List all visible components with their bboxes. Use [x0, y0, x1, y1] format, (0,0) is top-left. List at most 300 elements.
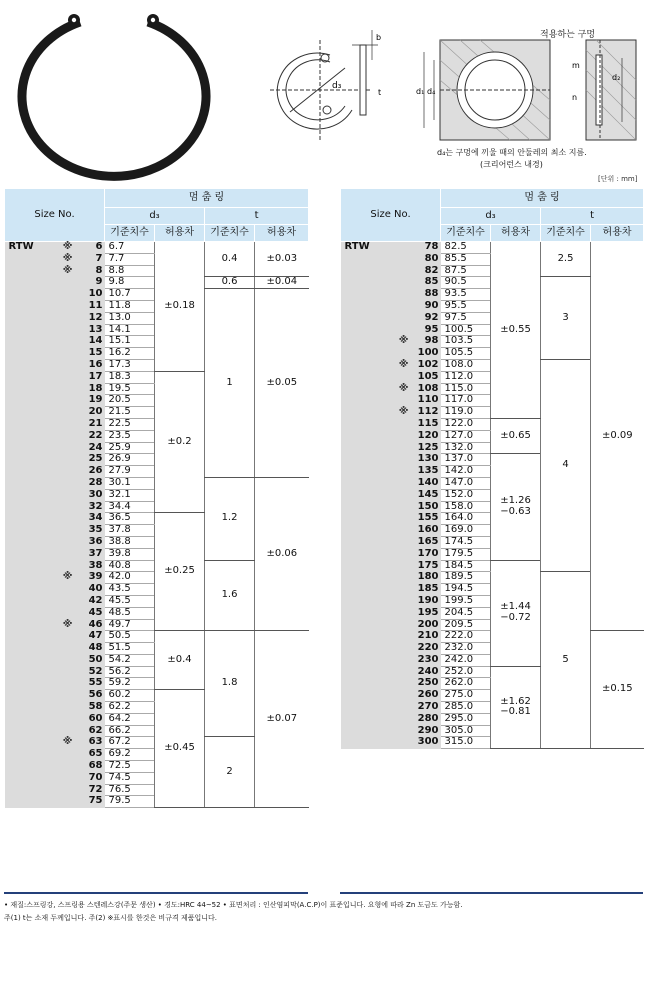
d3-std-value: 100.5: [441, 324, 491, 336]
size-no: 112: [411, 407, 441, 419]
series-label: [341, 584, 391, 596]
series-label: [341, 725, 391, 737]
size-no: 110: [411, 395, 441, 407]
series-label: [5, 690, 55, 702]
t-std-value: 1.2: [205, 477, 255, 560]
label-m: m: [572, 61, 580, 70]
size-no: 72: [75, 784, 105, 796]
series-label: [341, 678, 391, 690]
series-label: [5, 277, 55, 289]
d3-std-value: 204.5: [441, 607, 491, 619]
series-label: [5, 713, 55, 725]
series-label: [5, 253, 55, 265]
d3-std-value: 117.0: [441, 395, 491, 407]
d3-std-value: 8.8: [105, 265, 155, 277]
d3-std-value: 222.0: [441, 631, 491, 643]
d3-std-value: 315.0: [441, 737, 491, 749]
series-label: [5, 477, 55, 489]
nonstandard-mark: [55, 702, 75, 714]
d3-std-value: 285.0: [441, 702, 491, 714]
col-d3-std: 기준치수: [441, 225, 491, 242]
d3-std-value: 40.8: [105, 560, 155, 572]
d3-std-value: 6.7: [105, 242, 155, 254]
d3-std-value: 262.0: [441, 678, 491, 690]
nonstandard-mark: [391, 430, 411, 442]
series-label: [5, 548, 55, 560]
d3-std-value: 62.2: [105, 702, 155, 714]
series-label: [5, 289, 55, 301]
series-label: RTW: [341, 242, 391, 254]
nonstandard-mark: [391, 643, 411, 655]
nonstandard-mark: ※: [391, 359, 411, 371]
d3-std-value: 37.8: [105, 525, 155, 537]
series-label: [341, 489, 391, 501]
d3-tolerance: ±0.55: [491, 242, 541, 419]
d3-std-value: 49.7: [105, 619, 155, 631]
nonstandard-mark: ※: [55, 265, 75, 277]
right-bottom-rule: [340, 892, 643, 894]
d3-std-value: 72.5: [105, 761, 155, 773]
nonstandard-mark: [391, 418, 411, 430]
series-label: [5, 324, 55, 336]
d3-std-value: 90.5: [441, 277, 491, 289]
d3-std-value: 26.9: [105, 454, 155, 466]
d3-std-value: 199.5: [441, 595, 491, 607]
nonstandard-mark: [55, 359, 75, 371]
d3-std-value: 93.5: [441, 289, 491, 301]
nonstandard-mark: [55, 525, 75, 537]
ring-front-view: [270, 40, 370, 140]
nonstandard-mark: [55, 418, 75, 430]
size-no: 108: [411, 383, 441, 395]
series-label: [5, 442, 55, 454]
nonstandard-mark: [391, 702, 411, 714]
series-label: [5, 336, 55, 348]
size-no: 290: [411, 725, 441, 737]
series-label: [5, 761, 55, 773]
t-tolerance: ±0.15: [591, 631, 644, 749]
d3-tolerance: ±0.65: [491, 418, 541, 453]
size-no: 115: [411, 418, 441, 430]
label-d4: d₄: [427, 87, 436, 96]
series-label: [341, 454, 391, 466]
label-b: b: [376, 33, 382, 42]
series-label: [5, 784, 55, 796]
series-label: [5, 501, 55, 513]
d3-std-value: 127.0: [441, 430, 491, 442]
series-label: [341, 430, 391, 442]
size-no: 80: [411, 253, 441, 265]
left-bottom-rule: [4, 892, 308, 894]
nonstandard-mark: [391, 489, 411, 501]
size-no: 40: [75, 584, 105, 596]
series-label: [341, 265, 391, 277]
nonstandard-mark: [391, 631, 411, 643]
d3-std-value: 95.5: [441, 300, 491, 312]
d3-std-value: 43.5: [105, 584, 155, 596]
d3-tolerance: ±0.2: [155, 371, 205, 513]
col-t: t: [205, 208, 309, 225]
d3-std-value: 74.5: [105, 772, 155, 784]
size-no: 90: [411, 300, 441, 312]
nonstandard-mark: [391, 666, 411, 678]
size-no: 55: [75, 678, 105, 690]
table-row: [5, 242, 309, 254]
nonstandard-mark: [391, 501, 411, 513]
d3-std-value: 209.5: [441, 619, 491, 631]
d3-std-value: 122.0: [441, 418, 491, 430]
size-no: 21: [75, 418, 105, 430]
nonstandard-mark: [55, 407, 75, 419]
size-no: 34: [75, 513, 105, 525]
illustration-area: [0, 0, 650, 185]
series-label: [5, 348, 55, 360]
series-label: [5, 584, 55, 596]
size-no: 32: [75, 501, 105, 513]
d3-tolerance: ±1.62 −0.81: [491, 666, 541, 749]
series-label: [5, 702, 55, 714]
col-group: 멈 춤 링: [105, 189, 309, 208]
nonstandard-mark: [391, 584, 411, 596]
series-label: [5, 619, 55, 631]
nonstandard-mark: [391, 466, 411, 478]
size-no: 185: [411, 584, 441, 596]
size-no: 190: [411, 595, 441, 607]
d3-std-value: 64.2: [105, 713, 155, 725]
series-label: [341, 312, 391, 324]
nonstandard-mark: [391, 300, 411, 312]
size-no: 25: [75, 454, 105, 466]
ring-side-view: [352, 30, 378, 115]
size-no: 7: [75, 253, 105, 265]
d3-tolerance: ±0.18: [155, 242, 205, 372]
nonstandard-mark: ※: [391, 383, 411, 395]
table-row: [5, 631, 309, 643]
nonstandard-mark: [55, 678, 75, 690]
nonstandard-mark: [55, 466, 75, 478]
d3-std-value: 152.0: [441, 489, 491, 501]
d3-std-value: 305.0: [441, 725, 491, 737]
d3-std-value: 137.0: [441, 454, 491, 466]
d3-std-value: 242.0: [441, 654, 491, 666]
series-label: [341, 300, 391, 312]
nonstandard-mark: [391, 737, 411, 749]
nonstandard-mark: [391, 690, 411, 702]
size-no: 22: [75, 430, 105, 442]
nonstandard-mark: [391, 253, 411, 265]
size-no: 165: [411, 536, 441, 548]
d3-std-value: 105.5: [441, 348, 491, 360]
label-d3: d₃: [332, 81, 342, 91]
size-no: 82: [411, 265, 441, 277]
d3-std-value: 132.0: [441, 442, 491, 454]
size-no: 63: [75, 737, 105, 749]
t-tolerance: ±0.06: [255, 477, 309, 630]
nonstandard-mark: [391, 477, 411, 489]
series-label: [5, 300, 55, 312]
d3-tolerance: ±1.44 −0.72: [491, 560, 541, 666]
t-std-value: 5: [541, 572, 591, 749]
nonstandard-mark: ※: [55, 253, 75, 265]
d3-std-value: 13.0: [105, 312, 155, 324]
series-label: [341, 336, 391, 348]
footnote-line2: 주(1) t는 소재 두께입니다. 주(2) ※표시를 한것은 비규격 제품입니다.: [4, 914, 217, 922]
label-t: t: [378, 88, 382, 97]
series-label: [341, 737, 391, 749]
nonstandard-mark: [55, 395, 75, 407]
series-label: [5, 595, 55, 607]
d3-std-value: 7.7: [105, 253, 155, 265]
nonstandard-mark: [55, 289, 75, 301]
t-std-value: 2.5: [541, 242, 591, 277]
d3-std-value: 36.5: [105, 513, 155, 525]
series-label: [341, 572, 391, 584]
size-no: 155: [411, 513, 441, 525]
col-d3-tol: 허용차: [155, 225, 205, 242]
nonstandard-mark: [55, 454, 75, 466]
unit-label: [단위 : mm]: [598, 175, 638, 183]
series-label: [5, 607, 55, 619]
nonstandard-mark: [55, 631, 75, 643]
size-no: 175: [411, 560, 441, 572]
size-no: 42: [75, 595, 105, 607]
series-label: [341, 702, 391, 714]
series-label: [341, 654, 391, 666]
size-no: 36: [75, 536, 105, 548]
applied-hole-label: 적용하는 구멍: [540, 30, 596, 40]
size-no: 46: [75, 619, 105, 631]
series-label: [341, 289, 391, 301]
size-no: 11: [75, 300, 105, 312]
size-no: 28: [75, 477, 105, 489]
nonstandard-mark: [391, 607, 411, 619]
size-no: 9: [75, 277, 105, 289]
size-no: 250: [411, 678, 441, 690]
nonstandard-mark: [391, 572, 411, 584]
d3-std-value: 82.5: [441, 242, 491, 254]
series-label: [341, 525, 391, 537]
note-line2: (크리어런스 내경): [480, 160, 543, 169]
nonstandard-mark: [55, 796, 75, 808]
size-no: 50: [75, 654, 105, 666]
nonstandard-mark: ※: [55, 737, 75, 749]
nonstandard-mark: [391, 265, 411, 277]
size-no: 280: [411, 713, 441, 725]
nonstandard-mark: [55, 784, 75, 796]
size-no: 98: [411, 336, 441, 348]
retaining-ring-photo: [22, 14, 206, 176]
d3-std-value: 39.8: [105, 548, 155, 560]
series-label: [341, 548, 391, 560]
spec-table-right: [340, 188, 644, 749]
nonstandard-mark: [391, 713, 411, 725]
housing-diagram: [424, 40, 550, 140]
series-label: [341, 513, 391, 525]
nonstandard-mark: [55, 300, 75, 312]
series-label: [341, 501, 391, 513]
d3-std-value: 50.5: [105, 631, 155, 643]
size-no: 160: [411, 525, 441, 537]
d3-std-value: 232.0: [441, 643, 491, 655]
nonstandard-mark: [55, 749, 75, 761]
nonstandard-mark: [391, 548, 411, 560]
d3-std-value: 142.0: [441, 466, 491, 478]
nonstandard-mark: [55, 336, 75, 348]
nonstandard-mark: [55, 536, 75, 548]
series-label: [5, 371, 55, 383]
nonstandard-mark: [391, 536, 411, 548]
size-no: 6: [75, 242, 105, 254]
size-no: 45: [75, 607, 105, 619]
d3-std-value: 252.0: [441, 666, 491, 678]
series-label: [341, 607, 391, 619]
size-no: 125: [411, 442, 441, 454]
size-no: 95: [411, 324, 441, 336]
nonstandard-mark: [391, 725, 411, 737]
series-label: [341, 371, 391, 383]
nonstandard-mark: [55, 607, 75, 619]
series-label: [5, 265, 55, 277]
series-label: [5, 654, 55, 666]
size-no: 170: [411, 548, 441, 560]
size-no: 13: [75, 324, 105, 336]
size-no: 16: [75, 359, 105, 371]
series-label: [341, 395, 391, 407]
label-d1: d₁: [416, 87, 425, 96]
d3-std-value: 103.5: [441, 336, 491, 348]
nonstandard-mark: [55, 713, 75, 725]
d3-std-value: 275.0: [441, 690, 491, 702]
d3-std-value: 21.5: [105, 407, 155, 419]
size-no: 14: [75, 336, 105, 348]
size-no: 180: [411, 572, 441, 584]
d3-std-value: 11.8: [105, 300, 155, 312]
series-label: [341, 418, 391, 430]
d3-std-value: 15.1: [105, 336, 155, 348]
d3-std-value: 184.5: [441, 560, 491, 572]
d3-std-value: 179.5: [441, 548, 491, 560]
size-no: 58: [75, 702, 105, 714]
size-no: 210: [411, 631, 441, 643]
size-no: 130: [411, 454, 441, 466]
size-no: 26: [75, 466, 105, 478]
nonstandard-mark: [391, 678, 411, 690]
t-tolerance: ±0.07: [255, 631, 309, 808]
nonstandard-mark: [55, 324, 75, 336]
nonstandard-mark: [55, 666, 75, 678]
size-no: 145: [411, 489, 441, 501]
size-no: 39: [75, 572, 105, 584]
d3-std-value: 18.3: [105, 371, 155, 383]
d3-std-value: 25.9: [105, 442, 155, 454]
series-label: [341, 631, 391, 643]
d3-std-value: 54.2: [105, 654, 155, 666]
series-label: [5, 643, 55, 655]
nonstandard-mark: [391, 560, 411, 572]
size-no: 70: [75, 772, 105, 784]
series-label: [5, 454, 55, 466]
size-no: 47: [75, 631, 105, 643]
size-no: 15: [75, 348, 105, 360]
d3-std-value: 79.5: [105, 796, 155, 808]
col-t-std: 기준치수: [205, 225, 255, 242]
d3-std-value: 189.5: [441, 572, 491, 584]
col-size: Size No.: [5, 189, 105, 242]
col-t-tol: 허용차: [255, 225, 309, 242]
size-no: 105: [411, 371, 441, 383]
t-tolerance: ±0.09: [591, 242, 644, 631]
series-label: [341, 383, 391, 395]
t-tolerance: ±0.04: [255, 277, 309, 289]
t-std-value: 0.4: [205, 242, 255, 277]
d3-std-value: 22.5: [105, 418, 155, 430]
nonstandard-mark: [391, 289, 411, 301]
series-label: [341, 359, 391, 371]
series-label: [5, 572, 55, 584]
series-label: [341, 348, 391, 360]
series-label: [5, 560, 55, 572]
size-no: 65: [75, 749, 105, 761]
series-label: [5, 466, 55, 478]
d3-std-value: 194.5: [441, 584, 491, 596]
nonstandard-mark: [391, 242, 411, 254]
series-label: [341, 666, 391, 678]
d3-std-value: 23.5: [105, 430, 155, 442]
col-group: 멈 춤 링: [441, 189, 644, 208]
size-no: 300: [411, 737, 441, 749]
series-label: [5, 407, 55, 419]
t-std-value: 1.8: [205, 631, 255, 737]
size-no: 140: [411, 477, 441, 489]
size-no: 270: [411, 702, 441, 714]
nonstandard-mark: [55, 643, 75, 655]
col-d3-tol: 허용차: [491, 225, 541, 242]
nonstandard-mark: ※: [391, 407, 411, 419]
series-label: [5, 772, 55, 784]
d3-std-value: 10.7: [105, 289, 155, 301]
d3-std-value: 69.2: [105, 749, 155, 761]
d3-std-value: 67.2: [105, 737, 155, 749]
d3-std-value: 59.2: [105, 678, 155, 690]
series-label: [5, 312, 55, 324]
size-no: 135: [411, 466, 441, 478]
series-label: [341, 442, 391, 454]
size-no: 100: [411, 348, 441, 360]
series-label: [5, 725, 55, 737]
table-row: [341, 242, 644, 254]
size-no: 20: [75, 407, 105, 419]
series-label: [341, 477, 391, 489]
nonstandard-mark: [391, 595, 411, 607]
nonstandard-mark: [391, 654, 411, 666]
t-std-value: 1.6: [205, 560, 255, 631]
d3-std-value: 34.4: [105, 501, 155, 513]
nonstandard-mark: [55, 548, 75, 560]
nonstandard-mark: [391, 312, 411, 324]
d3-std-value: 115.0: [441, 383, 491, 395]
size-no: 37: [75, 548, 105, 560]
nonstandard-mark: [55, 277, 75, 289]
d3-std-value: 42.0: [105, 572, 155, 584]
nonstandard-mark: [391, 442, 411, 454]
size-no: 62: [75, 725, 105, 737]
d3-std-value: 85.5: [441, 253, 491, 265]
t-std-value: 1: [205, 289, 255, 478]
size-no: 56: [75, 690, 105, 702]
col-size: Size No.: [341, 189, 441, 242]
d3-std-value: 112.0: [441, 371, 491, 383]
d3-std-value: 48.5: [105, 607, 155, 619]
